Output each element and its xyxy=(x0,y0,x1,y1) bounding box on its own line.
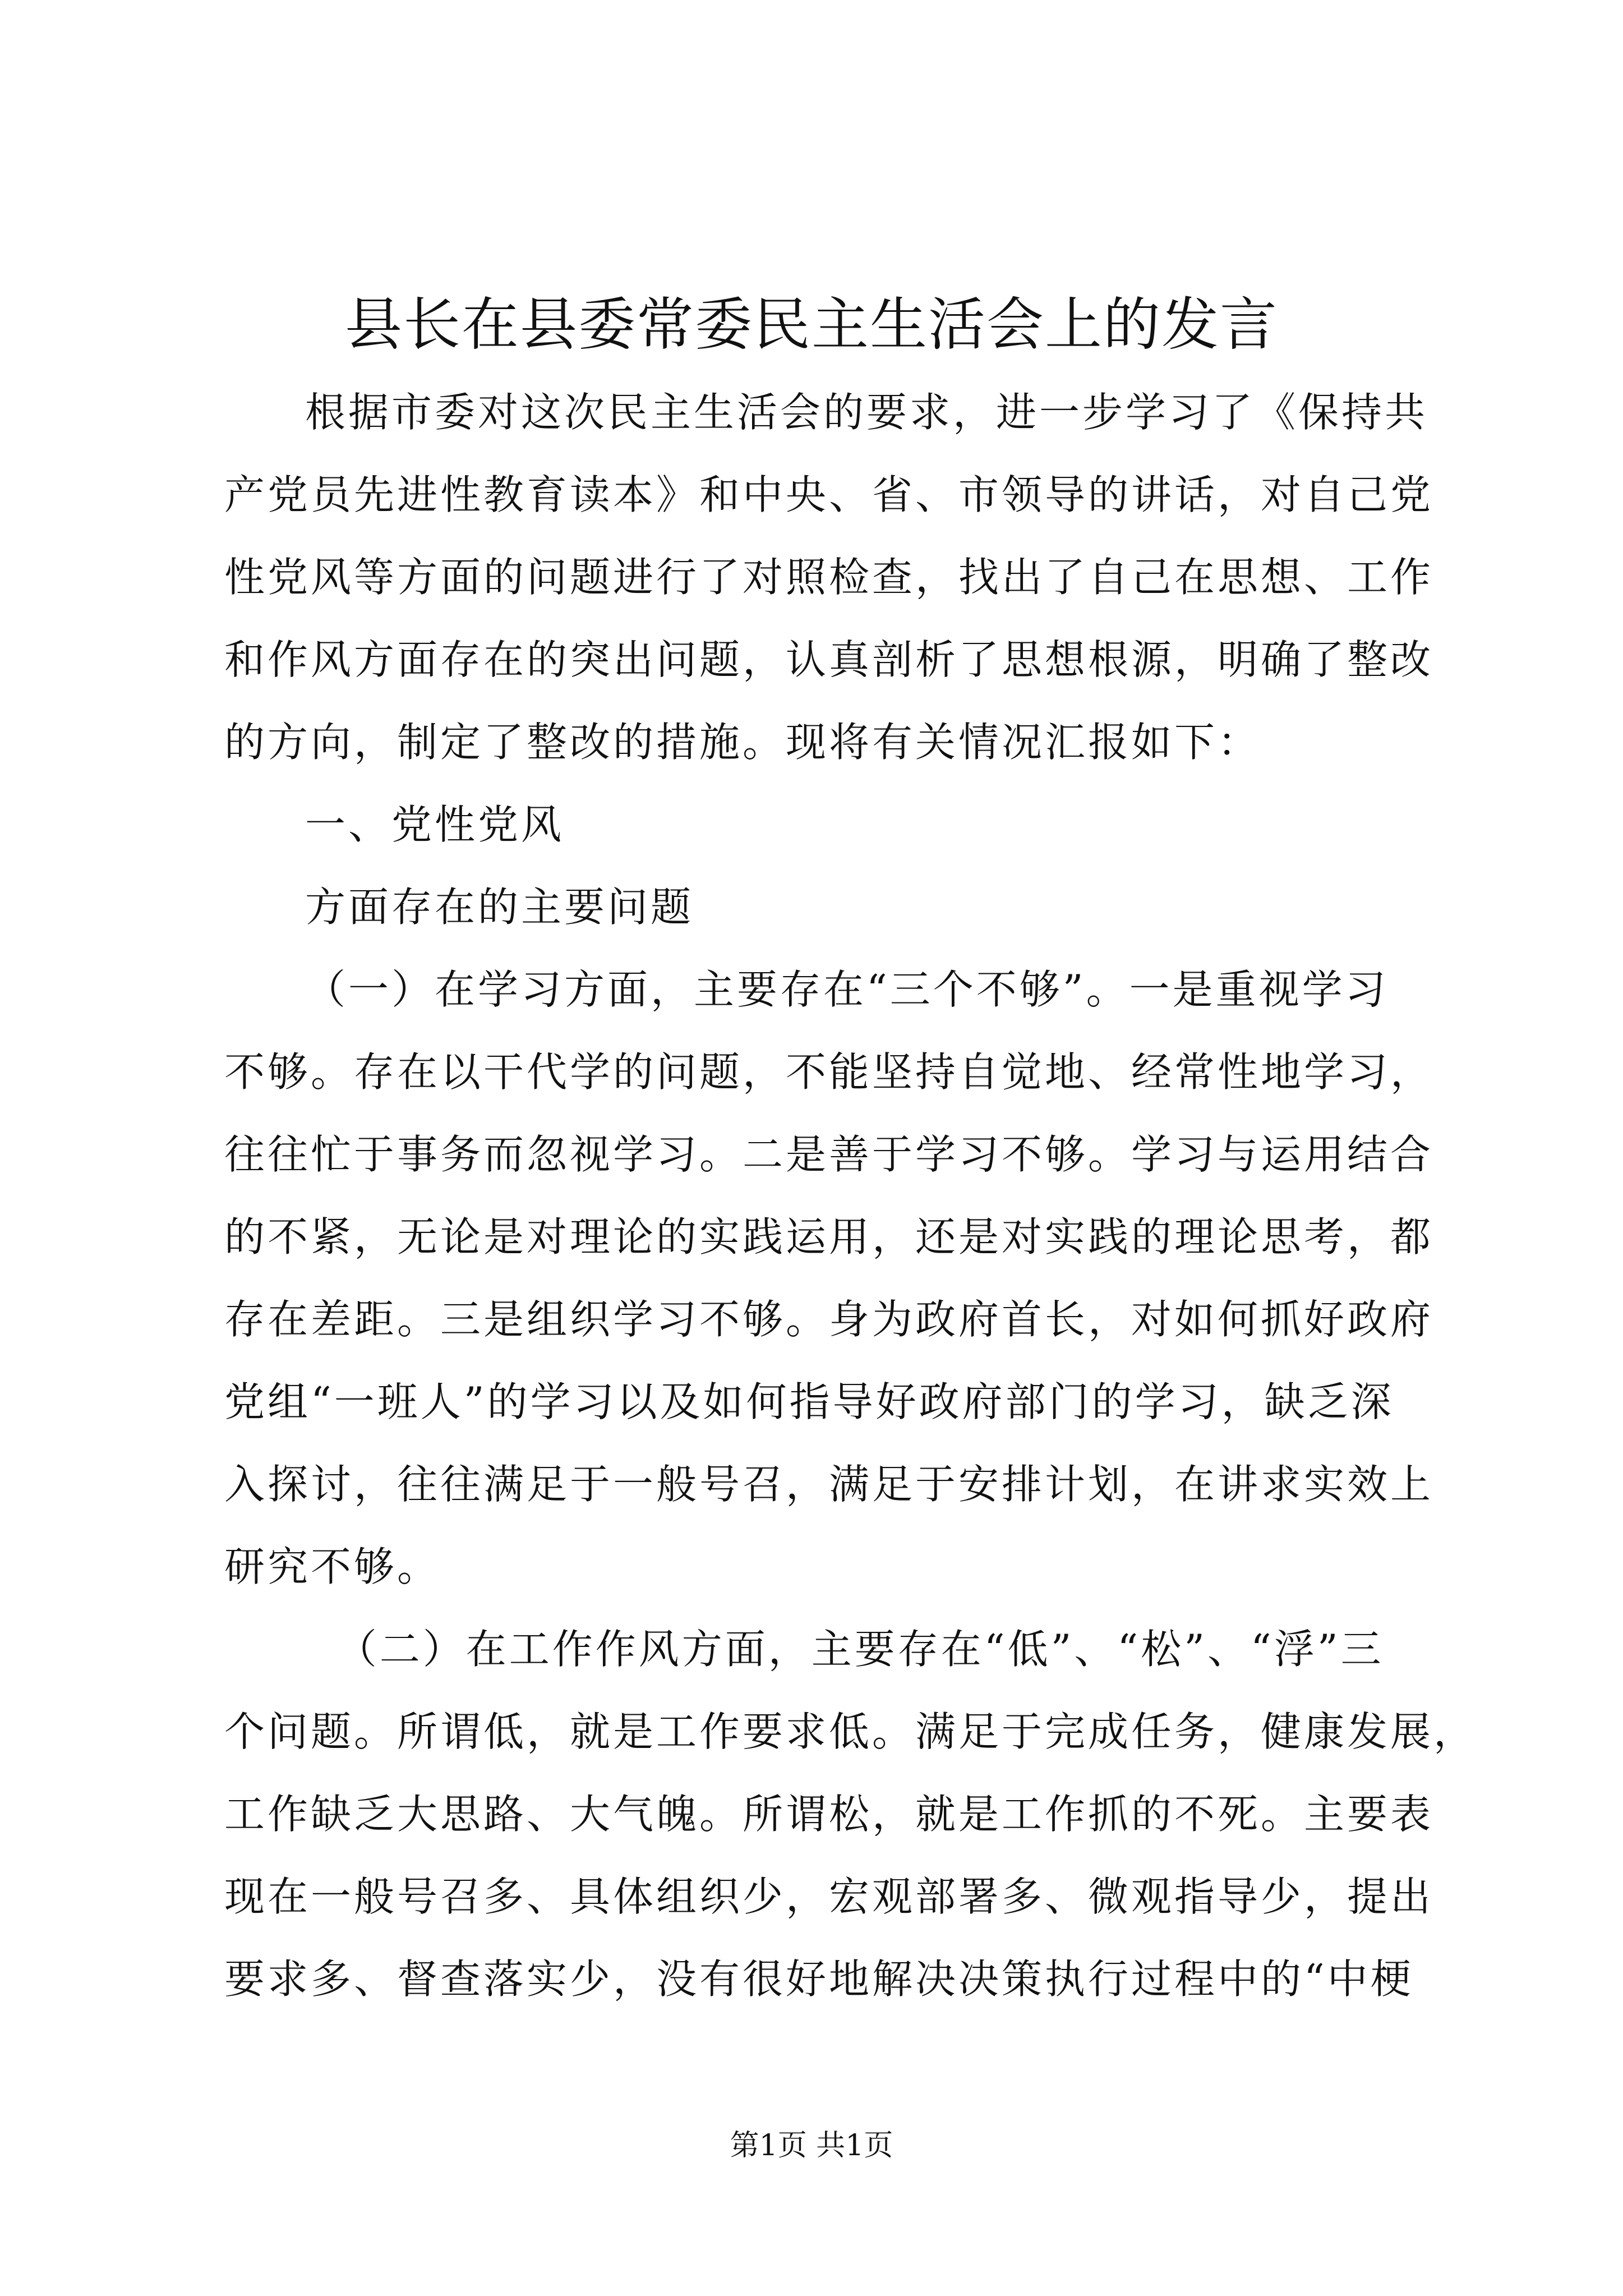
paragraph-work-style xyxy=(224,1608,1477,2021)
paragraph-line: （二）在工作作风方面，主要存在“低”、“松”、“浮”三 xyxy=(305,1626,1384,1673)
paragraph-study xyxy=(224,949,1434,1608)
paragraph-line: 要求多、督查落实少，没有很好地解决决策执行过程中的“中梗 xyxy=(224,1955,1414,2003)
paragraph-line: 现在一般号召多、具体组织少，宏观部署多、微观指导少，提出 xyxy=(224,1873,1434,1920)
paragraph-line: 往往忙于事务而忽视学习。二是善于学习不够。学习与运用结合 xyxy=(224,1131,1434,1178)
paragraph-line: 不够。存在以干代学的问题，不能坚持自觉地、经常性地学习， xyxy=(224,1048,1434,1096)
paragraph-line: （一）在学习方面，主要存在“三个不够”。一是重视学习 xyxy=(305,966,1389,1013)
paragraph-line: 入探讨，往往满足于一般号召，满足于安排计划，在讲求实效上 xyxy=(224,1461,1434,1508)
paragraph-line: 根据市委对这次民主生活会的要求，进一步学习了《保持共 xyxy=(305,389,1428,436)
paragraph-line: 研究不够。 xyxy=(224,1543,441,1590)
paragraph-line: 的方向，制定了整改的措施。现将有关情况汇报如下： xyxy=(224,719,1261,766)
page-footer: 第1页 共1页 xyxy=(730,2129,893,2162)
paragraph-line: 和作风方面存在的突出问题，认真剖析了思想根源，明确了整改 xyxy=(224,636,1434,683)
paragraph-intro xyxy=(224,371,1434,784)
section-subheading-line: 方面存在的主要问题 xyxy=(305,884,694,931)
section-subheading xyxy=(224,866,1419,949)
paragraph-line: 工作缺乏大思路、大气魄。所谓松，就是工作抓的不死。主要表 xyxy=(224,1791,1434,1838)
paragraph-line: 的不紧，无论是对理论的实践运用，还是对实践的理论思考，都 xyxy=(224,1213,1434,1260)
section-heading xyxy=(224,784,1419,866)
section-heading-line: 一、党性党风 xyxy=(305,801,565,848)
paragraph-line: 个问题。所谓低，就是工作要求低。满足于完成任务，健康发展， xyxy=(224,1708,1477,1755)
paragraph-line: 性党风等方面的问题进行了对照检查，找出了自己在思想、工作 xyxy=(224,554,1434,601)
paragraph-line: 产党员先进性教育读本》和中央、省、市领导的讲话，对自己党 xyxy=(224,471,1434,518)
document-body xyxy=(224,371,1477,2021)
document-title: 县长在县委常委民主生活会上的发言 xyxy=(345,292,1278,358)
paragraph-line: 党组“一班人”的学习以及如何指导好政府部门的学习，缺乏深 xyxy=(224,1378,1394,1425)
paragraph-line: 存在差距。三是组织学习不够。身为政府首长，对如何抓好政府 xyxy=(224,1296,1434,1343)
